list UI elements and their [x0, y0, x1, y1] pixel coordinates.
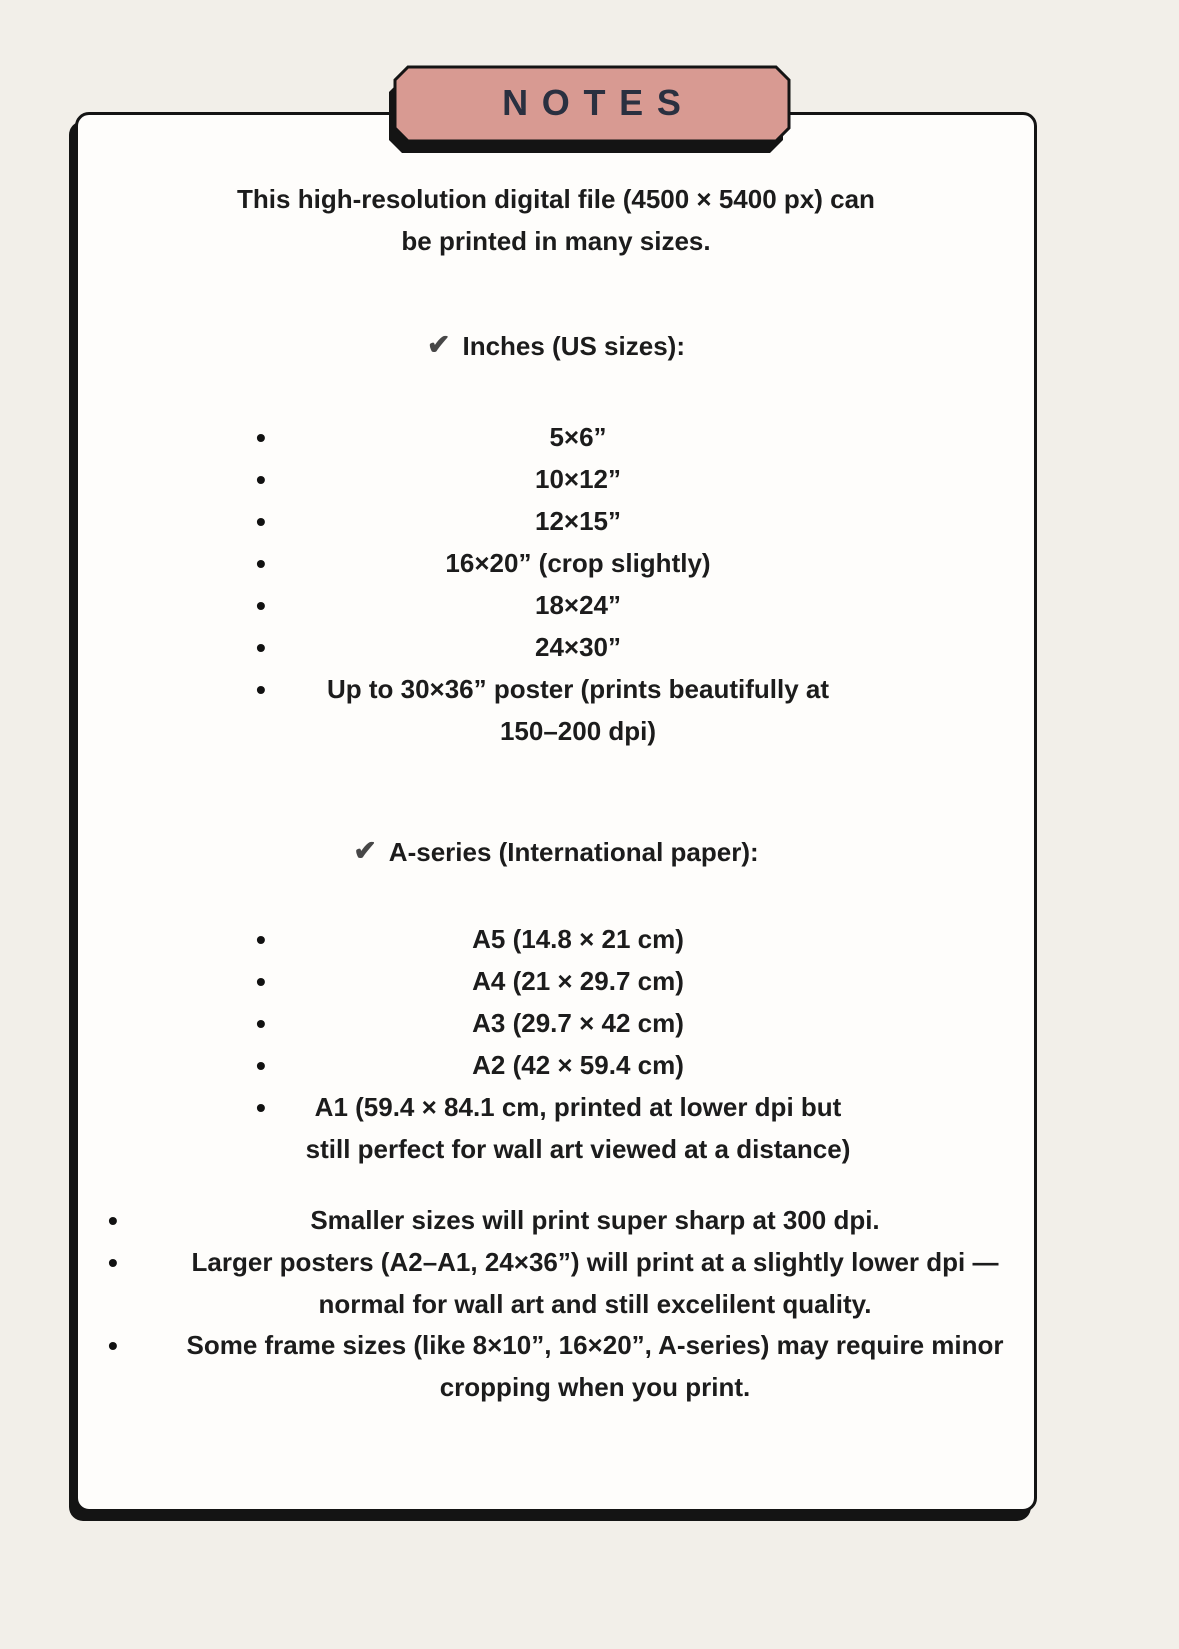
- list-item-text: 16×20” (crop slightly): [445, 547, 711, 578]
- bullet-icon: •: [256, 673, 266, 705]
- list-item-text: 5×6”: [549, 421, 607, 452]
- footnote-text: Larger posters (A2–A1, 24×36”) will print at a slightly lower dpi — normal for wall art and still excelilent quality.: [191, 1247, 999, 1319]
- list-item-text: Up to 30×36” poster (prints beautifully at 150–200 dpi): [326, 673, 830, 746]
- list-item: [108, 1325, 1028, 1408]
- notes-card: [75, 112, 1037, 1512]
- section-heading-label: A-series (International paper):: [388, 836, 759, 867]
- list-item-text: A3 (29.7 × 42 cm): [472, 1007, 684, 1038]
- list-item-text: A1 (59.4 × 84.1 cm, printed at lower dpi but still perfect for wall art viewed at a distance): [305, 1091, 851, 1164]
- bullet-icon: •: [256, 463, 266, 495]
- list-item: [108, 1200, 1028, 1242]
- bullet-icon: •: [256, 1091, 266, 1123]
- footnote-text: Smaller sizes will print super sharp at 300 dpi.: [310, 1205, 880, 1236]
- section-heading-aseries: [108, 830, 1004, 875]
- notes-banner: [385, 64, 795, 160]
- list-item: [256, 501, 856, 543]
- aseries-bullet-list: [256, 919, 856, 1170]
- list-item: [256, 919, 856, 961]
- bullet-icon: •: [256, 1049, 266, 1081]
- list-item: [256, 1003, 856, 1045]
- list-item-text: 10×12”: [534, 463, 622, 494]
- bullet-icon: •: [256, 965, 266, 997]
- footnotes-list: [108, 1200, 1028, 1408]
- bullet-icon: •: [256, 421, 266, 453]
- bullet-icon: •: [256, 547, 266, 579]
- intro-text: This high-resolution digital file (4500 × 5400 px) can be printed in many sizes.: [237, 184, 875, 256]
- bullet-icon: •: [256, 505, 266, 537]
- inches-bullet-list: [256, 417, 856, 752]
- list-item-text: A4 (21 × 29.7 cm): [472, 965, 684, 996]
- list-item: [256, 585, 856, 627]
- list-item-text: 24×30”: [534, 631, 622, 662]
- list-item: [256, 543, 856, 585]
- bullet-icon: •: [108, 1205, 118, 1237]
- notes-card-content: [78, 115, 1034, 1409]
- bullet-icon: •: [256, 589, 266, 621]
- footnote-text: Some frame sizes (like 8×10”, 16×20”, A-series) may require minor cropping when you print.: [186, 1330, 1004, 1402]
- check-icon: ✔: [427, 329, 451, 361]
- bullet-icon: •: [256, 1007, 266, 1039]
- list-item-text: A2 (42 × 59.4 cm): [472, 1049, 684, 1080]
- list-item-text: 18×24”: [534, 589, 622, 620]
- list-item: [256, 417, 856, 459]
- list-item: [256, 669, 856, 752]
- list-item: [108, 1242, 1028, 1325]
- list-item-text: A5 (14.8 × 21 cm): [472, 923, 684, 954]
- bullet-icon: •: [256, 923, 266, 955]
- bullet-icon: •: [256, 631, 266, 663]
- check-icon: ✔: [353, 835, 377, 867]
- section-heading-label: Inches (US sizes):: [462, 330, 685, 361]
- bullet-icon: •: [108, 1247, 118, 1279]
- section-heading-inches: [108, 324, 1004, 369]
- banner-title: NOTES: [502, 82, 695, 123]
- bullet-icon: •: [108, 1330, 118, 1362]
- list-item: [256, 1087, 856, 1170]
- list-item: [256, 627, 856, 669]
- list-item-text: 12×15”: [534, 505, 622, 536]
- list-item: [256, 1045, 856, 1087]
- list-item: [256, 961, 856, 1003]
- list-item: [256, 459, 856, 501]
